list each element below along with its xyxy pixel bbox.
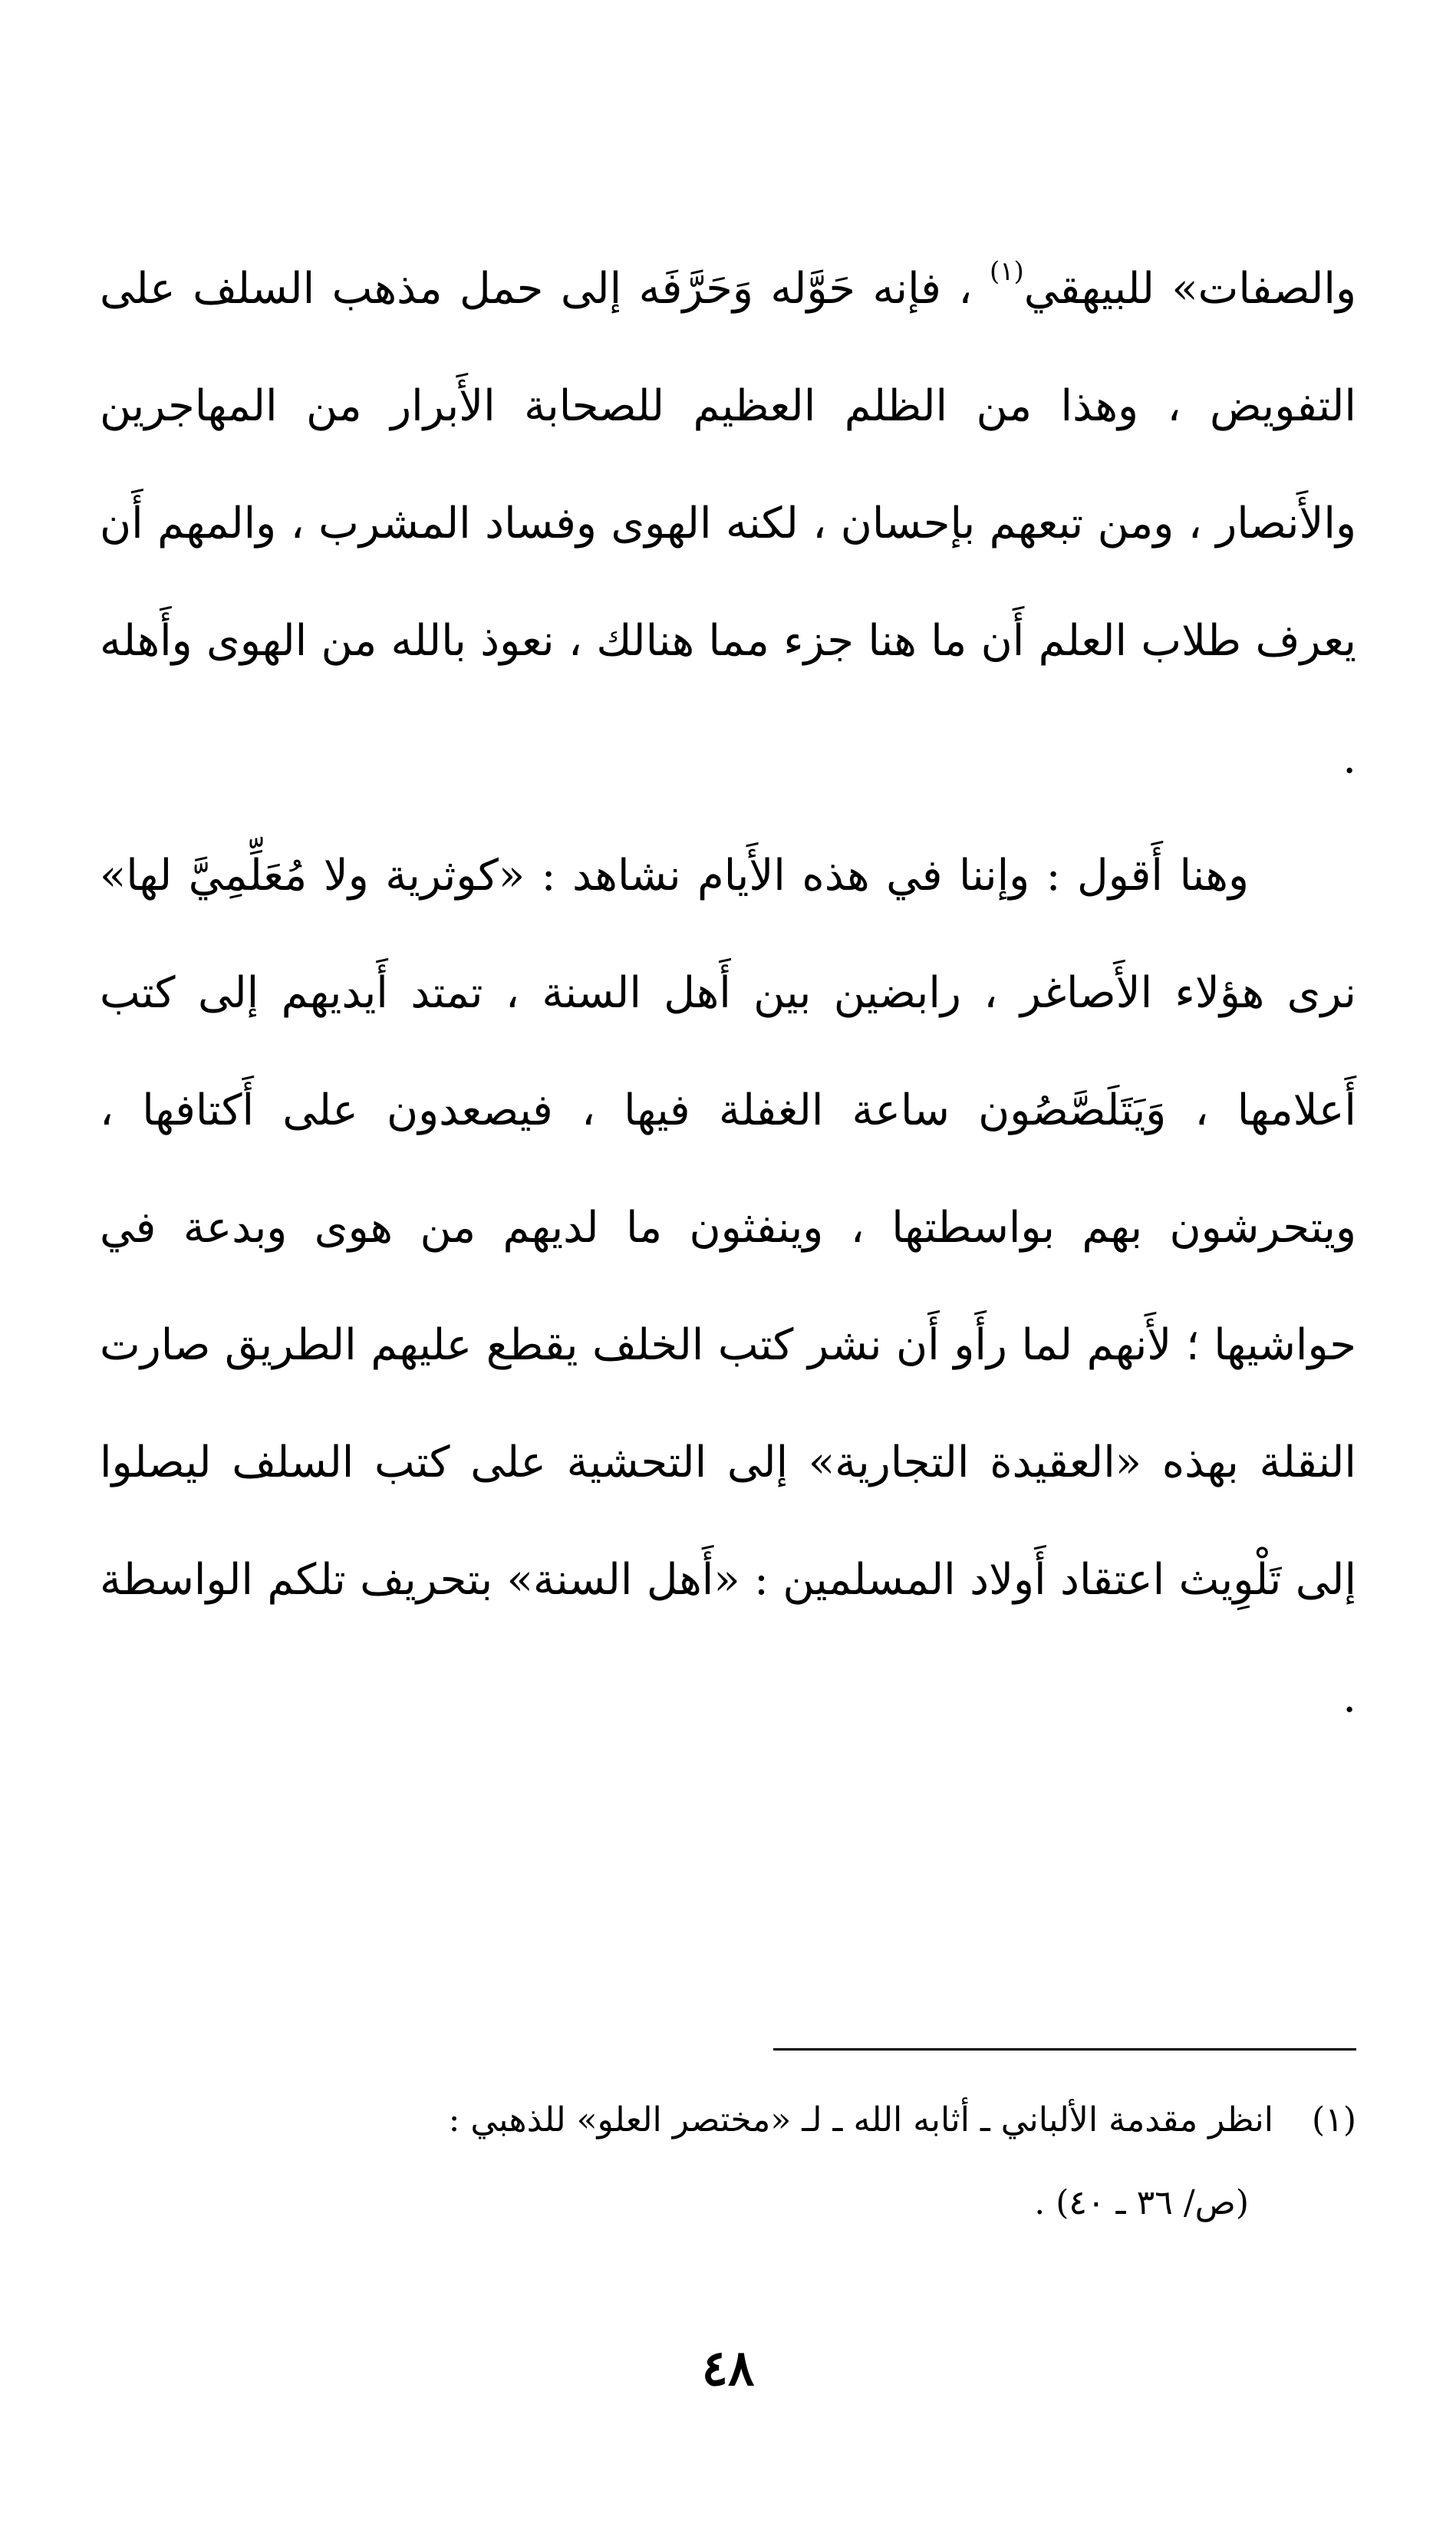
footnote-text-line-2: (ص/ ٣٦ ـ ٤٠) . (1034, 2183, 1249, 2222)
footnote-reference-marker: (١) (989, 256, 1024, 287)
footnote-marker: (١) (1312, 2100, 1356, 2139)
main-body-text (100, 230, 1356, 1756)
footnote-line-1 (100, 2079, 1356, 2162)
footnote-separator-line (773, 2048, 1356, 2051)
paragraph-2: وهنا أَقول : وإننا في هذه الأَيام نشاهد : «كوثرية ولا مُعَلِّمِيَّ لها» نرى هؤلاء الأَصاغر ، رابضين بين أَهل السنة ، تمتد أَيديهم إلى كتب أَعلامها ، وَيَتَلَصَّصُون ساعة الغفلة فيها ، فيصعدون على أَكتافها ، ويتحرشون بهم بواسطتها ، وينفثون ما لديهم من هوى وبدعة في حواشيها ؛ لأَنهم لما رأَو أَن نشر كتب الخلف يقطع عليهم الطريق صارت النقلة بهذه «العقيدة التجارية» إلى التحشية على كتب السلف ليصلوا إلى تَلْوِيث اعتقاد أَولاد المسلمين : «أَهل السنة» بتحريف تلكم الواسطة . (100, 851, 1356, 1722)
paragraph-1 (100, 230, 1356, 817)
footnote (100, 2079, 1356, 2245)
paragraph-1-text-before-ref: والصفات» للبيهقي (1023, 264, 1357, 314)
paragraph-1-text-after-ref: ، فإنه حَوَّله وَحَرَّفَه إلى حمل مذهب السلف على التفويض ، وهذا من الظلم العظيم للصحابة الأَبرار من المهاجرين والأَنصار ، ومن تبعهم بإحسان ، لكنه الهوى وفساد المشرب ، والمهم أَن يعرف طلاب العلم أَن ما هنا جزء مما هنالك ، نعوذ بالله من الهوى وأَهله . (100, 264, 1356, 783)
page-number: ٤٨ (701, 2340, 755, 2397)
footnote-text-line-1: انظر مقدمة الألباني ـ أثابه الله ـ لـ «مختصر العلو» للذهبي : (448, 2100, 1274, 2139)
footnote-line-2 (100, 2162, 1356, 2245)
